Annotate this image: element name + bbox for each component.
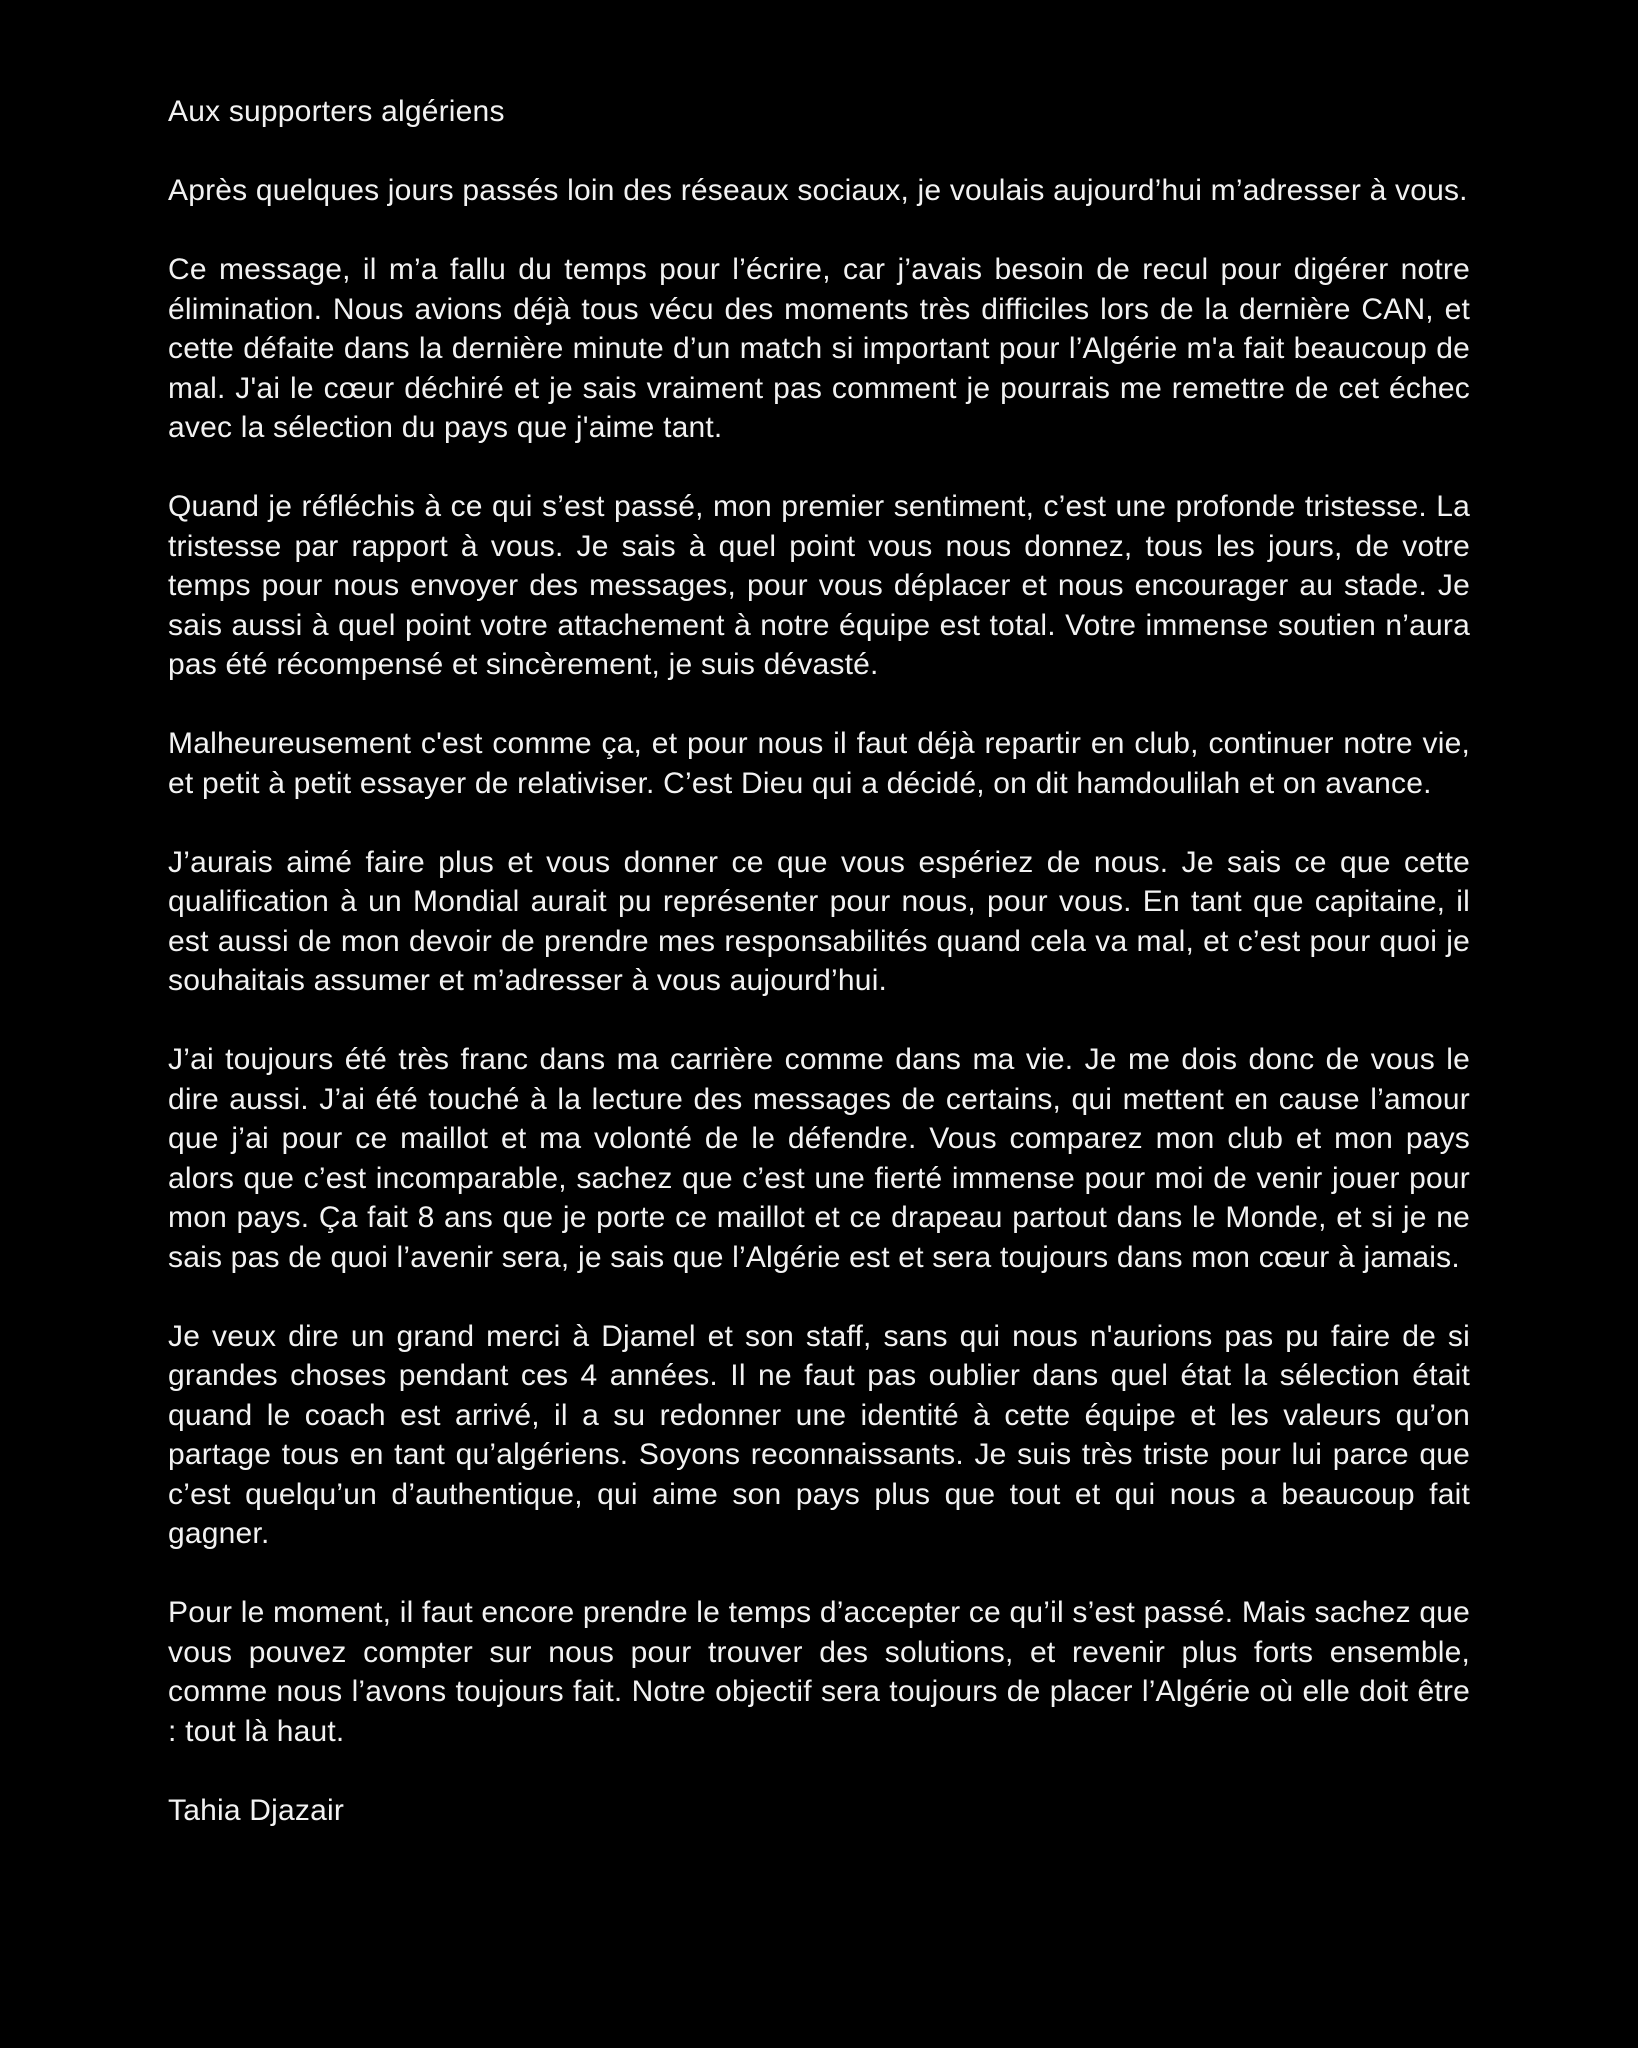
letter-paragraph-4: Malheureusement c'est comme ça, et pour nous il faut déjà repartir en club, continuer notre vie, et petit à petit essayer de relativiser. C’est Dieu qui a décidé, on dit hamdoulilah et on avance. — [168, 727, 1470, 800]
letter-paragraph-7: Je veux dire un grand merci à Djamel et son staff, sans qui nous n'aurions pas pu faire de si grandes choses pendant ces 4 années. Il ne faut pas oublier dans quel état la sélection était quand le coach est arrivé, il a su redonner une identité à cette équipe et les valeurs qu’on partage tous en tant qu’algériens. Soyons reconnaissants. Je suis très triste pour lui parce que c’est quelqu’un d’authentique, qui aime son pays plus que tout et qui nous a beaucoup fait gagner. — [168, 1319, 1470, 1550]
letter-signoff: Tahia Djazair — [168, 1793, 345, 1827]
letter-body — [168, 92, 1470, 1830]
letter-paragraph-3: Quand je réfléchis à ce qui s’est passé, mon premier sentiment, c’est une profonde tristesse. La tristesse par rapport à vous. Je sais à quel point vous nous donnez, tous les jours, de votre temps pour nous envoyer des messages, pour vous déplacer et nous encourager au stade. Je sais aussi à quel point votre attachement à notre équipe est total. Votre immense soutien n’aura pas été récompensé et sincèrement, je suis dévasté. — [168, 490, 1470, 681]
letter-paragraph-8: Pour le moment, il faut encore prendre le temps d’accepter ce qu’il s’est passé. Mais sachez que vous pouvez compter sur nous pour trouver des solutions, et revenir plus forts ensemble, comme nous l’avons toujours fait. Notre objectif sera toujours de placer l’Algérie où elle doit être : tout là haut. — [168, 1596, 1470, 1748]
letter-paragraph-2: Ce message, il m’a fallu du temps pour l’écrire, car j’avais besoin de recul pour digérer notre élimination. Nous avions déjà tous vécu des moments très difficiles lors de la dernière CAN, et cette défaite dans la dernière minute d’un match si important pour l’Algérie m'a fait beaucoup de mal. J'ai le cœur déchiré et je sais vraiment pas comment je pourrais me remettre de cet échec avec la sélection du pays que j'aime tant. — [168, 253, 1470, 444]
letter-greeting: Aux supporters algériens — [168, 95, 505, 128]
letter-paragraph-6: J’ai toujours été très franc dans ma carrière comme dans ma vie. Je me dois donc de vous le dire aussi. J’ai été touché à la lecture des messages de certains, qui mettent en cause l’amour que j’ai pour ce maillot et ma volonté de le défendre. Vous comparez mon club et mon pays alors que c’est incomparable, sachez que c’est une fierté immense pour moi de venir jouer pour mon pays. Ça fait 8 ans que je porte ce maillot et ce drapeau partout dans le Monde, et si je ne sais pas de quoi l’avenir sera, je sais que l’Algérie est et sera toujours dans mon cœur à jamais. — [168, 1043, 1470, 1274]
letter-paragraph-1: Après quelques jours passés loin des réseaux sociaux, je voulais aujourd’hui m’adresser à vous. — [168, 174, 1468, 207]
letter-paragraph-5: J’aurais aimé faire plus et vous donner ce que vous espériez de nous. Je sais ce que cette qualification à un Mondial aurait pu représenter pour nous, pour vous. En tant que capitaine, il est aussi de mon devoir de prendre mes responsabilités quand cela va mal, et c’est pour quoi je souhaitais assumer et m’adresser à vous aujourd’hui. — [168, 845, 1470, 997]
